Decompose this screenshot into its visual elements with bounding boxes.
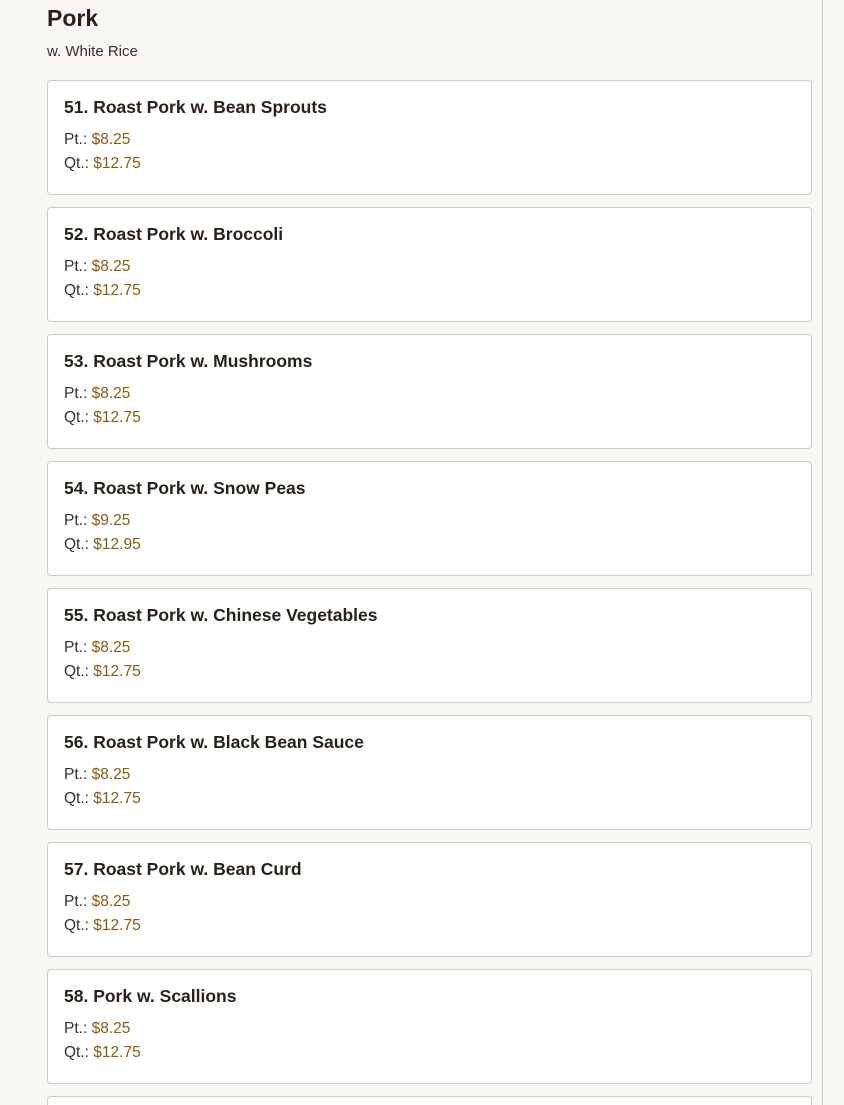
quart-price: $12.75	[93, 409, 141, 426]
menu-item-list	[47, 80, 812, 1105]
pint-label: Pt.:	[64, 766, 88, 783]
pint-price: $8.25	[91, 639, 131, 656]
quart-label: Qt.:	[64, 663, 89, 680]
pint-label: Pt.:	[64, 258, 88, 275]
pint-price: $8.25	[91, 131, 131, 148]
menu-item-card-partial[interactable]	[47, 1096, 812, 1105]
quart-price: $12.75	[93, 155, 141, 172]
pint-price-row	[64, 255, 795, 279]
quart-price-row	[64, 1041, 795, 1065]
quart-label: Qt.:	[64, 155, 89, 172]
menu-item-name: 56. Roast Pork w. Black Bean Sauce	[64, 732, 364, 752]
pint-price: $8.25	[91, 893, 131, 910]
pint-price-row	[64, 890, 795, 914]
quart-price-row	[64, 660, 795, 684]
menu-item-card[interactable]	[47, 461, 812, 576]
quart-price: $12.75	[93, 1044, 141, 1061]
menu-item-name: 57. Roast Pork w. Bean Curd	[64, 859, 302, 879]
pint-price: $8.25	[91, 1020, 131, 1037]
menu-item-card[interactable]	[47, 715, 812, 830]
pint-label: Pt.:	[64, 893, 88, 910]
pint-label: Pt.:	[64, 385, 88, 402]
quart-price-row	[64, 406, 795, 430]
menu-item-card[interactable]	[47, 842, 812, 957]
quart-price: $12.75	[93, 790, 141, 807]
menu-item-name: 55. Roast Pork w. Chinese Vegetables	[64, 605, 378, 625]
quart-price-row	[64, 787, 795, 811]
quart-price-row	[64, 152, 795, 176]
pint-price-row	[64, 1017, 795, 1041]
quart-label: Qt.:	[64, 917, 89, 934]
pint-price: $8.25	[91, 385, 131, 402]
pint-label: Pt.:	[64, 639, 88, 656]
pint-label: Pt.:	[64, 1020, 88, 1037]
menu-item-card[interactable]	[47, 969, 812, 1084]
pint-price-row	[64, 128, 795, 152]
pint-label: Pt.:	[64, 512, 88, 529]
quart-price: $12.75	[93, 917, 141, 934]
menu-item-name: 54. Roast Pork w. Snow Peas	[64, 478, 306, 498]
pint-price: $8.25	[91, 766, 131, 783]
menu-item-card[interactable]	[47, 80, 812, 195]
quart-price-row	[64, 914, 795, 938]
quart-label: Qt.:	[64, 409, 89, 426]
pint-price-row	[64, 509, 795, 533]
menu-item-name: 51. Roast Pork w. Bean Sprouts	[64, 97, 327, 117]
pint-price: $8.25	[91, 258, 131, 275]
content-divider	[822, 0, 823, 1105]
quart-price-row	[64, 279, 795, 303]
section-title: Pork	[47, 5, 99, 31]
pint-price-row	[64, 636, 795, 660]
quart-price-row	[64, 533, 795, 557]
pint-price: $9.25	[91, 512, 131, 529]
quart-label: Qt.:	[64, 536, 89, 553]
section-subtitle: w. White Rice	[47, 43, 138, 60]
quart-price: $12.95	[93, 536, 141, 553]
quart-label: Qt.:	[64, 790, 89, 807]
quart-price: $12.75	[93, 282, 141, 299]
menu-item-name: 52. Roast Pork w. Broccoli	[64, 224, 284, 244]
menu-item-card[interactable]	[47, 334, 812, 449]
menu-item-name: 58. Pork w. Scallions	[64, 986, 237, 1006]
menu-item-card[interactable]	[47, 588, 812, 703]
quart-label: Qt.:	[64, 1044, 89, 1061]
pint-price-row	[64, 763, 795, 787]
menu-item-name: 53. Roast Pork w. Mushrooms	[64, 351, 313, 371]
menu-item-card[interactable]	[47, 207, 812, 322]
quart-label: Qt.:	[64, 282, 89, 299]
quart-price: $12.75	[93, 663, 141, 680]
pint-label: Pt.:	[64, 131, 88, 148]
pint-price-row	[64, 382, 795, 406]
